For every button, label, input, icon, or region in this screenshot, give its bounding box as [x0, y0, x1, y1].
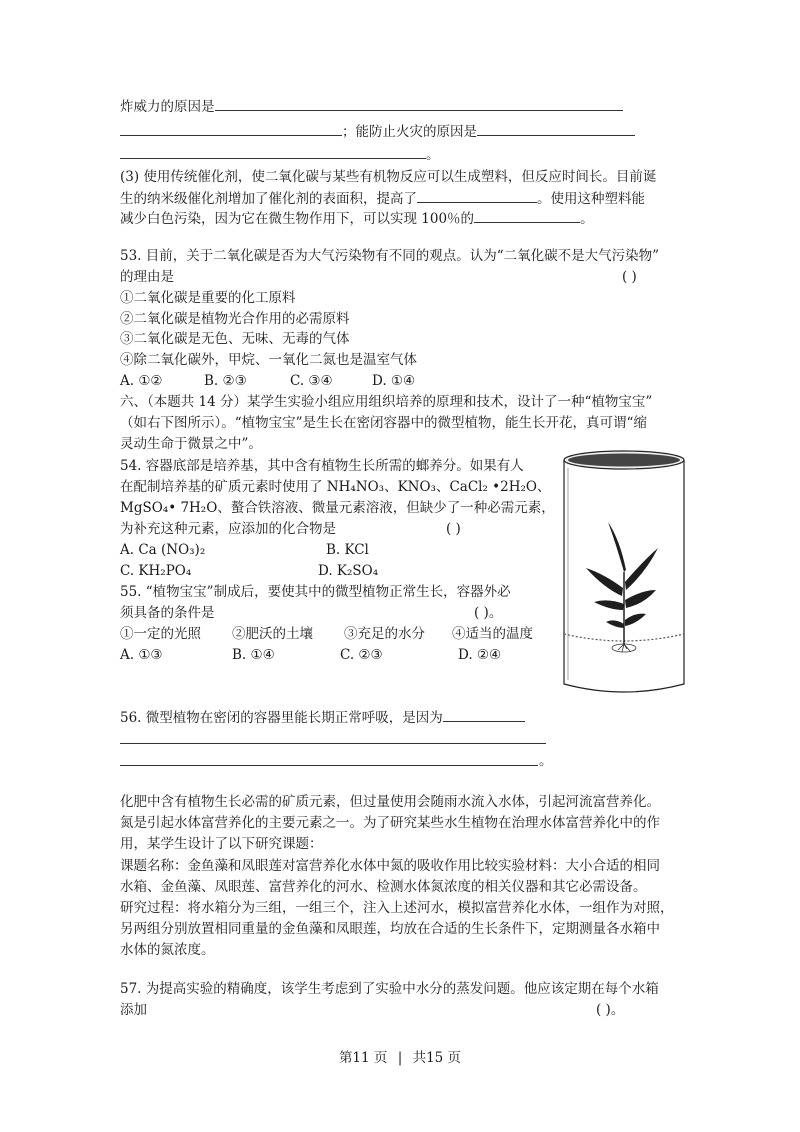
- q56-stem: 56. 微型植物在密闭的容器里能长期正常呼吸，是因为: [120, 707, 525, 728]
- option-d[interactable]: D. ①④: [372, 373, 416, 389]
- passage-line: 水箱、金鱼藻、凤眼莲、富营养化的河水、检测水体氮浓度的相关仪器和其它必需设备。: [120, 879, 647, 895]
- q55-stem: 55. “植物宝宝”制成后，要使其中的微型植物正常生长，容器外必: [120, 584, 511, 600]
- q55-answer-paren[interactable]: ( )。: [474, 605, 503, 621]
- page-footer: [0, 1046, 800, 1066]
- answer-line[interactable]: [120, 765, 538, 766]
- q57-stem: 57. 为提高实验的精确度，该学生考虑到了实验中水分的蒸发问题。他应该定期在每个水箱: [120, 981, 659, 997]
- q56-period: 。: [539, 753, 553, 769]
- answer-blank[interactable]: [477, 121, 635, 136]
- condition-3: ③充足的水分: [344, 626, 425, 642]
- condition-2: ②肥沃的土壤: [232, 626, 313, 642]
- q53-stem: 53. 目前，关于二氧化碳是否为大气污染物有不同的观点。认为“二氧化碳不是大气污染物”: [120, 248, 660, 264]
- passage-line: 氮是引起水体富营养化的主要元素之一。为了研究某些水生植物在治理水体富营养化中的作: [120, 815, 660, 831]
- q54-stem: 54. 容器底部是培养基，其中含有植物生长所需的螂养分。如果有人: [120, 458, 524, 474]
- q53-statement-1: ①二氧化碳是重要的化工原料: [120, 290, 296, 306]
- option-a[interactable]: A. ①②: [120, 373, 163, 389]
- q55-options: [120, 645, 501, 665]
- q54-answer-paren[interactable]: ( ): [446, 521, 461, 537]
- page-number: 第11 页: [338, 1050, 388, 1066]
- q54-stem-2: 在配制培养基的矿质元素时使用了 NH₄NO₃、KNO₃、CaCl₂ •2H₂O、: [120, 479, 551, 495]
- s52-p3-c: 减少白色污染，因为它在微生物作用下，可以实现 100％的 。: [120, 208, 594, 229]
- passage-line: 化肥中含有植物生长必需的矿质元素，但过量使用会随雨水流入水体，引起河流富营养化。: [120, 794, 660, 810]
- section6-intro-3: 灵动生命于微景之中”。: [120, 436, 262, 452]
- q54-option-d[interactable]: D. K₂SO₄: [318, 563, 379, 579]
- page-total: 共15 页: [412, 1050, 462, 1066]
- q55-conditions: [120, 624, 533, 644]
- s52-line2-text: ；能防止火灾的原因是: [342, 124, 477, 140]
- s52-p3-a: (3) 使用传统催化剂，使二氧化碳与某些有机物反应可以生成塑料，但反应时间长。目前诞: [120, 169, 657, 185]
- condition-1: ①一定的光照: [120, 626, 201, 642]
- answer-blank[interactable]: [120, 121, 342, 136]
- q53-statement-2: ②二氧化碳是植物光合作用的必需原料: [120, 311, 350, 327]
- section6-intro-2: （如右下图所示）。“植物宝宝”是生长在密闭容器中的微型植物，能生长开花，真可谓“缩: [120, 415, 647, 431]
- passage-line: 课题名称：金鱼藻和凤眼莲对富营养化水体中氮的吸收作用比较实验材料：大小合适的相同: [120, 858, 660, 874]
- q53-statement-3: ③二氧化碳是无色、无味、无毒的气体: [120, 331, 350, 347]
- answer-blank[interactable]: [443, 707, 525, 722]
- condition-4: ④适当的温度: [452, 626, 533, 642]
- section6-intro: 六、（本题共 14 分）某学生实验小组应用组织培养的原理和技术，设计了一种“植物宝宝”: [120, 394, 653, 410]
- q54-stem-3: MgSO₄• 7H₂O、螯合铁溶液、微量元素溶液，但缺少了一种必需元素，: [120, 500, 555, 516]
- q57-stem-2: 添加: [120, 1002, 147, 1018]
- plant-jar-figure: [560, 448, 688, 698]
- answer-blank[interactable]: [417, 188, 537, 203]
- passage-line: 研究过程：将水箱分为三组，一组三个，注入上述河水，模拟富营养化水体，一组作为对照，: [120, 900, 674, 916]
- option-b[interactable]: B. ①④: [232, 647, 275, 663]
- q53-answer-paren[interactable]: ( ): [622, 269, 637, 285]
- q57-answer-paren[interactable]: ( )。: [596, 1002, 625, 1018]
- footer-separator: |: [397, 1050, 403, 1066]
- passage-line: 水体的氮浓度。: [120, 942, 215, 958]
- s52-line1-text: 炸威力的原因是: [120, 99, 215, 115]
- q54-option-a[interactable]: A. Ca (NO₃)₂: [120, 542, 206, 558]
- answer-blank[interactable]: [474, 208, 580, 223]
- s52-line3: 。: [120, 144, 440, 165]
- answer-blank[interactable]: [215, 96, 623, 111]
- option-a[interactable]: A. ①③: [120, 647, 163, 663]
- s52-p3-b: 生的纳米级催化剂增加了催化剂的表面积，提高了 。使用这种塑料能: [120, 188, 645, 209]
- q54-option-c[interactable]: C. KH₂PO₄: [120, 563, 192, 579]
- q55-stem-2: 须具备的条件是: [120, 605, 215, 621]
- answer-blank[interactable]: [120, 144, 426, 159]
- q54-option-b[interactable]: B. KCl: [326, 542, 369, 558]
- s52-line2: [120, 121, 635, 142]
- q54-stem-4: 为补充这种元素，应添加的化合物是: [120, 521, 336, 537]
- option-c[interactable]: C. ②③: [340, 647, 383, 663]
- q53-statement-4: ④除二氧化碳外，甲烷、一氧化二氮也是温室气体: [120, 352, 417, 368]
- option-c[interactable]: C. ③④: [290, 373, 333, 389]
- option-b[interactable]: B. ②③: [204, 373, 247, 389]
- passage-line: 另两组分别放置相同重量的金鱼藻和凤眼莲，均放在合适的生长条件下，定期测量各水箱中: [120, 921, 660, 937]
- option-d[interactable]: D. ②④: [458, 647, 502, 663]
- s52-line1: [120, 96, 623, 117]
- answer-line[interactable]: [120, 743, 546, 744]
- q53-options: [120, 371, 415, 391]
- passage-line: 用，某学生设计了以下研究课题：: [120, 836, 323, 852]
- q53-stem-2: 的理由是: [120, 269, 174, 285]
